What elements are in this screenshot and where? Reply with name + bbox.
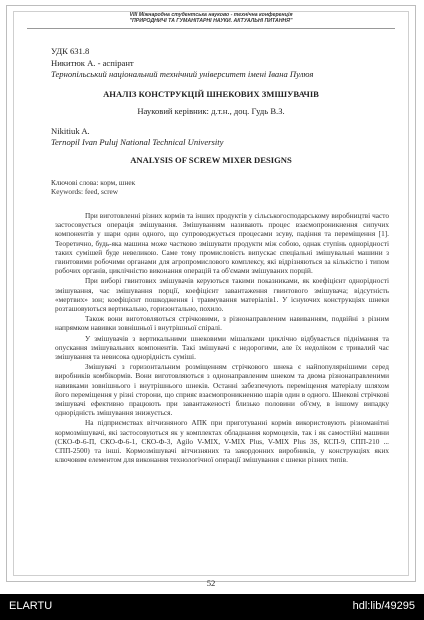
article-body	[55, 211, 389, 465]
page-number: 52	[206, 578, 216, 588]
handle-id: hdl:lib/49295	[352, 600, 415, 612]
paragraph: При виборі гвинтових змішувачів керуються такими показниками, як коефіцієнт однорідності змішування, час змішування порції, коефіцієнт завантаження гвинтового змішувача; відсутність «мертвих» зон; коефіцієнт пошкодження і травмування матеріалів1. У існуючих конструкціях шнеки розташовуються вертикально, горизонтально, похило.	[55, 276, 389, 314]
paragraph: На підприємствах вітчизняного АПК при приготуванні кормів використовують різноманітні кормозмішувачі, які застосовуються як у комплектах обладнання кормоцехів, так і як самостійні машини (СКО-Ф-6-П, СКО-Ф-6-1, СКО-Ф-3, Agilo V-MIX, V-MIX Plus, V-MIX Plus 3S, КСП-9, СПП-210 ... СПП-2500) та інші. Кормозмішувачі вітчизняних та закордонних виробників, у конструкціях яких ключовим елементом для виконання технологічної операції змішування є шнеки різних типів.	[55, 418, 389, 465]
affiliation-ua: Тернопільський національний технічний університет імені Івана Пулюя	[51, 69, 314, 79]
title-ua: АНАЛІЗ КОНСТРУКЦІЙ ШНЕКОВИХ ЗМІШУВАЧІВ	[103, 89, 319, 99]
paragraph: У змішувачів з вертикальними шнековими мішалками циклічно відбувається піднімання та опускання змішувальних компонентів. Такі змішувачі є недорогими, але їх недоліком є тривалий час змішування та невисока однорідність суміші.	[55, 333, 389, 362]
conference-header	[7, 12, 415, 24]
paragraph: При виготовленні різних кормів та інших продуктів у сільськогосподарському виробництві часто застосовується операція змішування. Змішуванням називають процес взаємопроникнення сипучих компонентів у шари один одного, що супроводжується процесами зсуву, падіння та переміщення [1]. Теоретично, будь-яка машина може частково змішувати продукти між собою, однак ступінь однорідності таких сумішей буде невеликою. Саме тому промисловість випускає спеціальні змішувальні машини з гвинтовими робочими органами для агропромислового комплексу, які відрізняються за кількістю і типом робочих органів, циклічністю виконання операцій та об'ємами змішуваних порцій.	[55, 211, 389, 276]
header-divider	[27, 28, 395, 29]
document-page	[6, 5, 416, 588]
supervisor-ua: Науковий керівник: д.т.н., доц. Гудь В.З.	[137, 106, 285, 116]
title-en: ANALYSIS OF SCREW MIXER DESIGNS	[130, 155, 292, 165]
repository-name: ELARTU	[9, 600, 53, 612]
paragraph: Також вони виготовляються стрічковими, з різнонаправленим навиванням, подвійні з різним напрямком навивки зовнішньої і внутрішньої спіралі.	[55, 314, 389, 333]
udk-code: УДК 631.8	[51, 46, 90, 56]
author-en: Nikitiuk A.	[51, 126, 90, 136]
conference-header-line1: VIII Міжнародна студентська науково - технічна конференція	[129, 12, 293, 18]
keywords-ua: Ключові слова: корм, шнек	[51, 178, 136, 187]
keywords-en: Keywords: feed, screw	[51, 187, 119, 196]
affiliation-en: Ternopil Ivan Puluj National Technical University	[51, 137, 224, 147]
paragraph: Змішувачі з горизонтальним розміщенням стрічкового шнека є найпопулярнішими серед виробників комбікормів. Вони виготовляються з однонаправленим шнеком та двома різнонаправленими навивками зовнішнього і внутрішнього шнеків. Останні забезпечують переміщення матеріалу шляхом його переміщення у різні сторони, що сприяє взаємопроникненню шарів один в одного. Шнекові стрічкові змішувачі ефективно працюють при завантаженості близько половини об'єму, в іншому випадку однорідність змішування знижується.	[55, 362, 389, 418]
author-ua: Никитюк А. - аспірант	[51, 58, 134, 68]
conference-header-line2: "ПРИРОДНИЧІ ТА ГУМАНІТАРНІ НАУКИ. АКТУАЛЬНІ ПИТАННЯ"	[129, 18, 293, 24]
